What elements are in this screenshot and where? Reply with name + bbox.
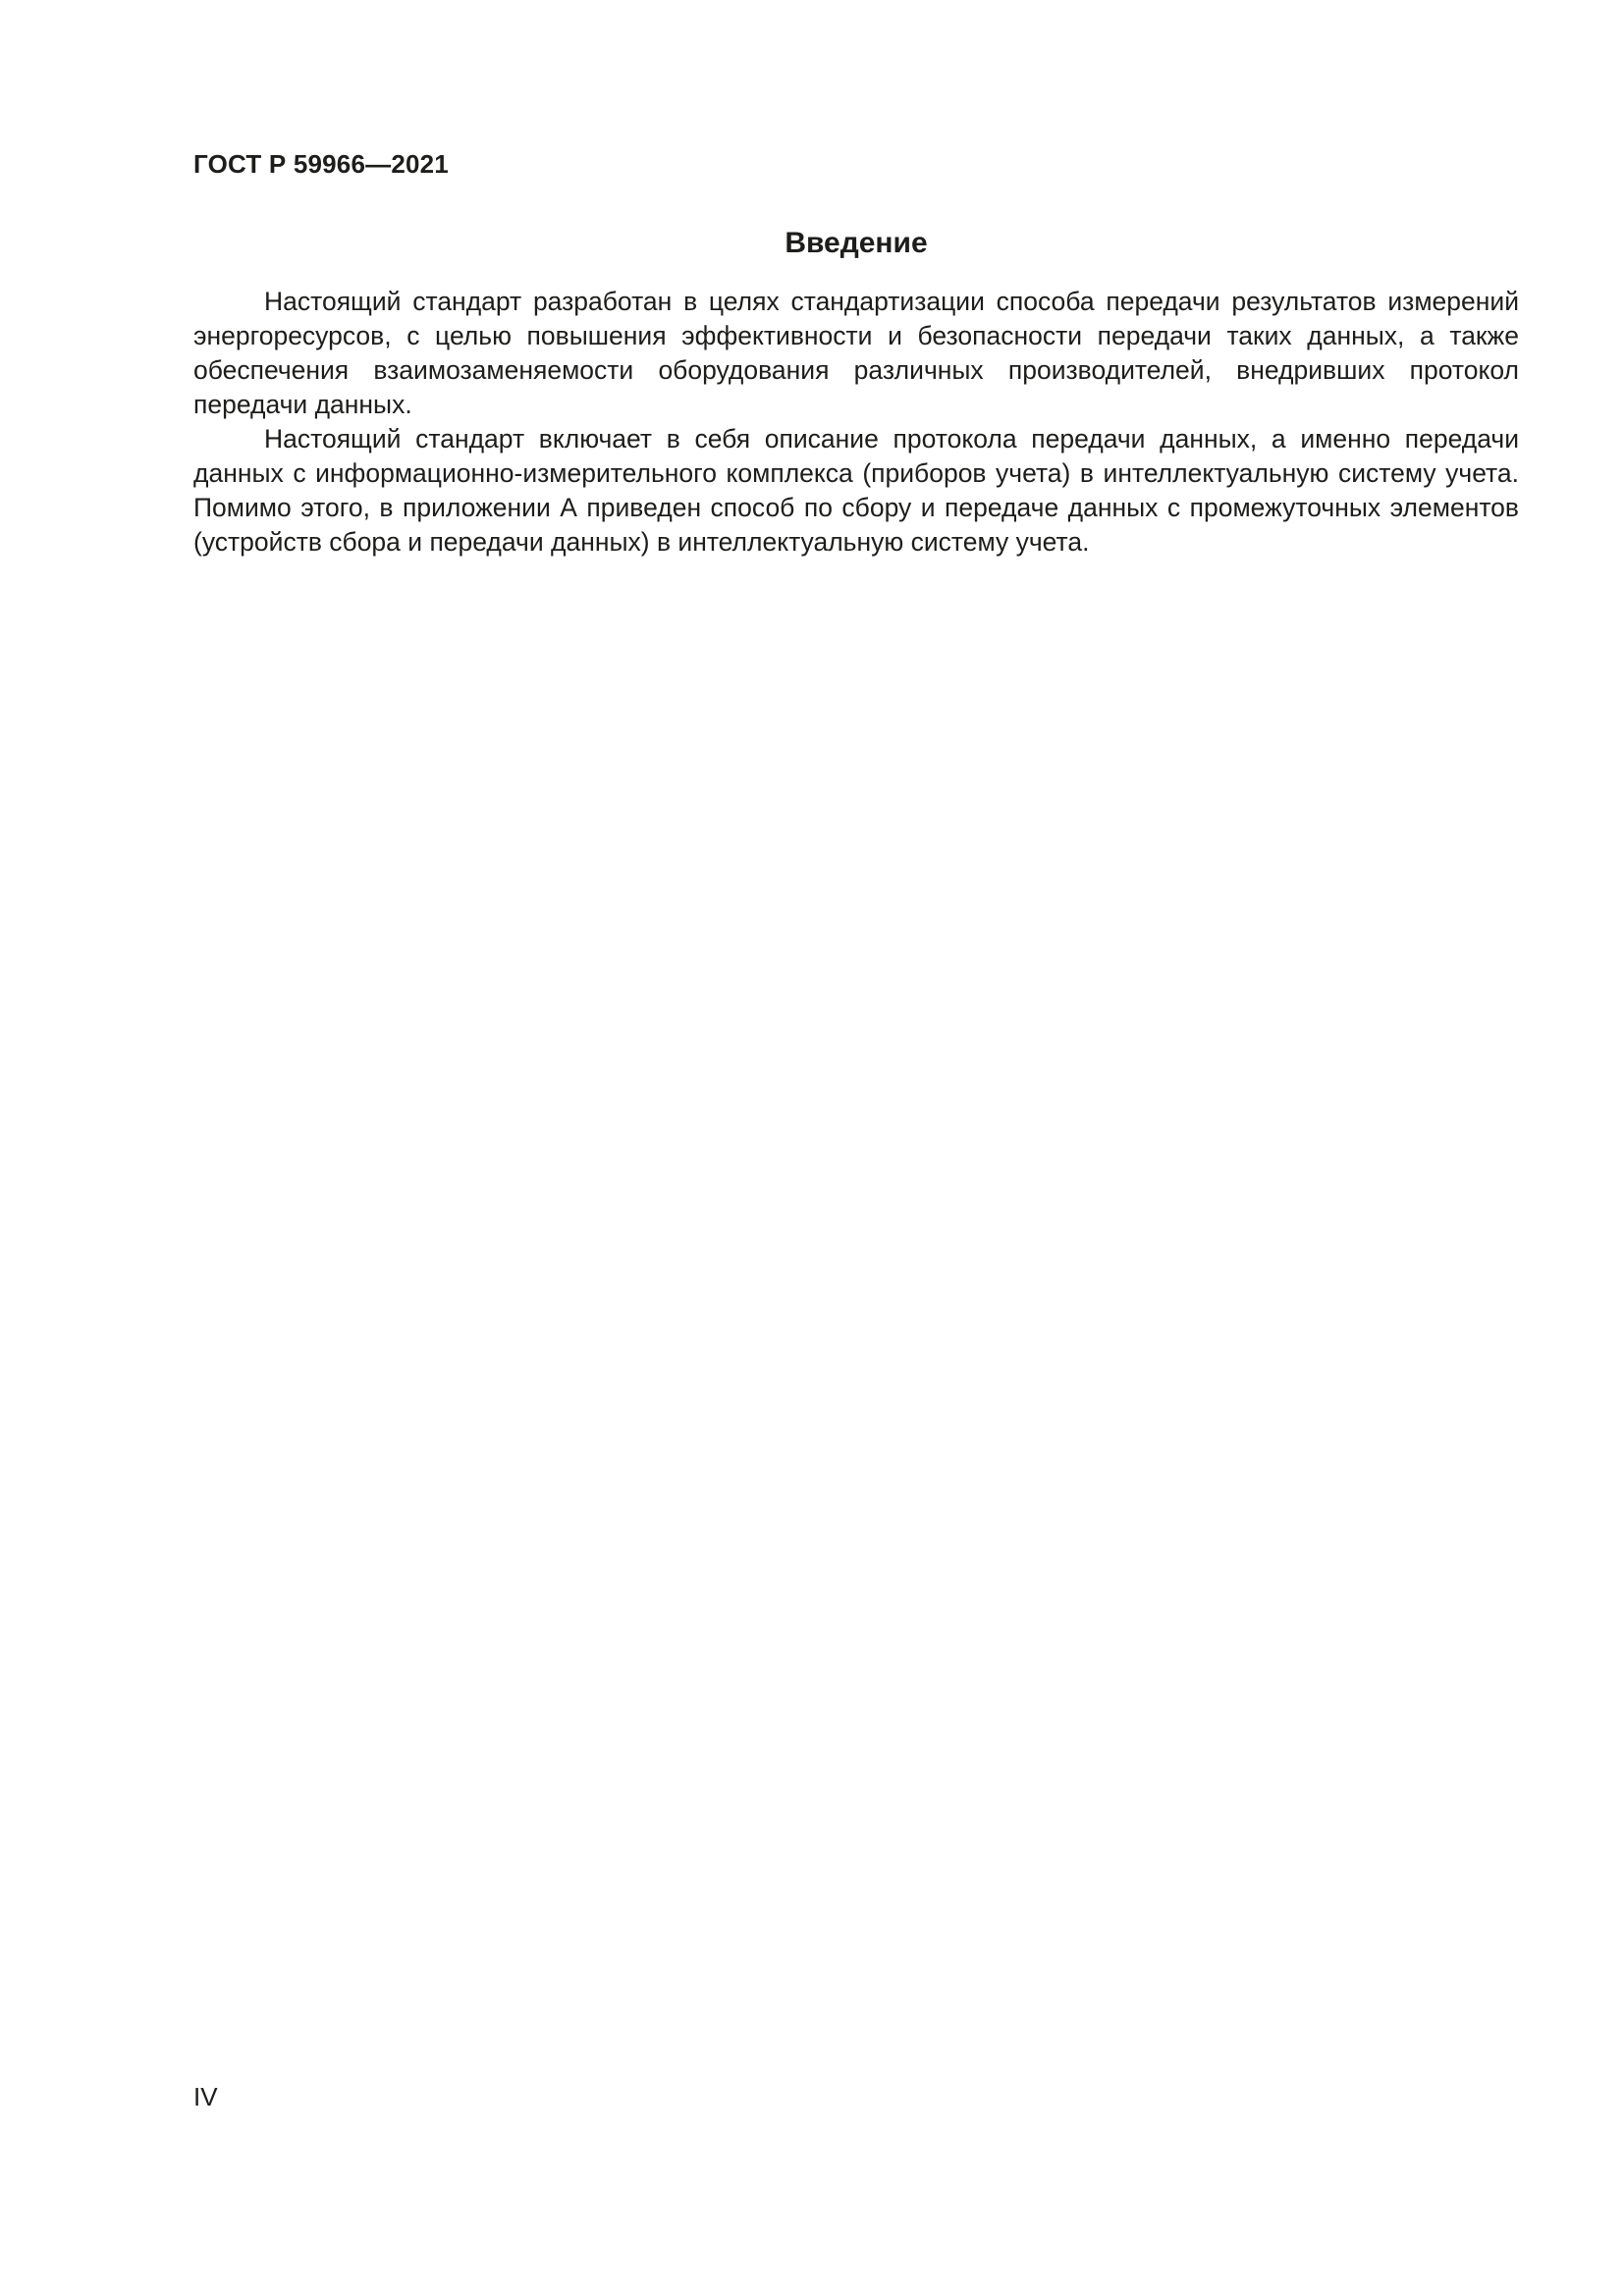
intro-paragraph-1: Настоящий стандарт разработан в целях стандартизации способа передачи результатов измерений энергоресурсов, с целью повышения эффективности и безопасности передачи таких данных, а также обеспечения взаимозаменяемости оборудования различных производителей, внедривших протокол передачи данных. (193, 287, 1519, 419)
page-number: IV (193, 2082, 218, 2111)
section-title: Введение (785, 227, 928, 259)
section-body (193, 285, 1519, 560)
document-code-header: ГОСТ Р 59966—2021 (193, 149, 449, 179)
intro-paragraph-2: Настоящий стандарт включает в себя описание протокола передачи данных, а именно передачи данных с информационно-измерительного комплекса (приборов учета) в интеллектуальную систему учета. Помимо этого, в приложении А приведен способ по сбору и передаче данных с промежуточных элементов (устройств сбора и передачи данных) в интеллектуальную систему учета. (193, 424, 1519, 557)
